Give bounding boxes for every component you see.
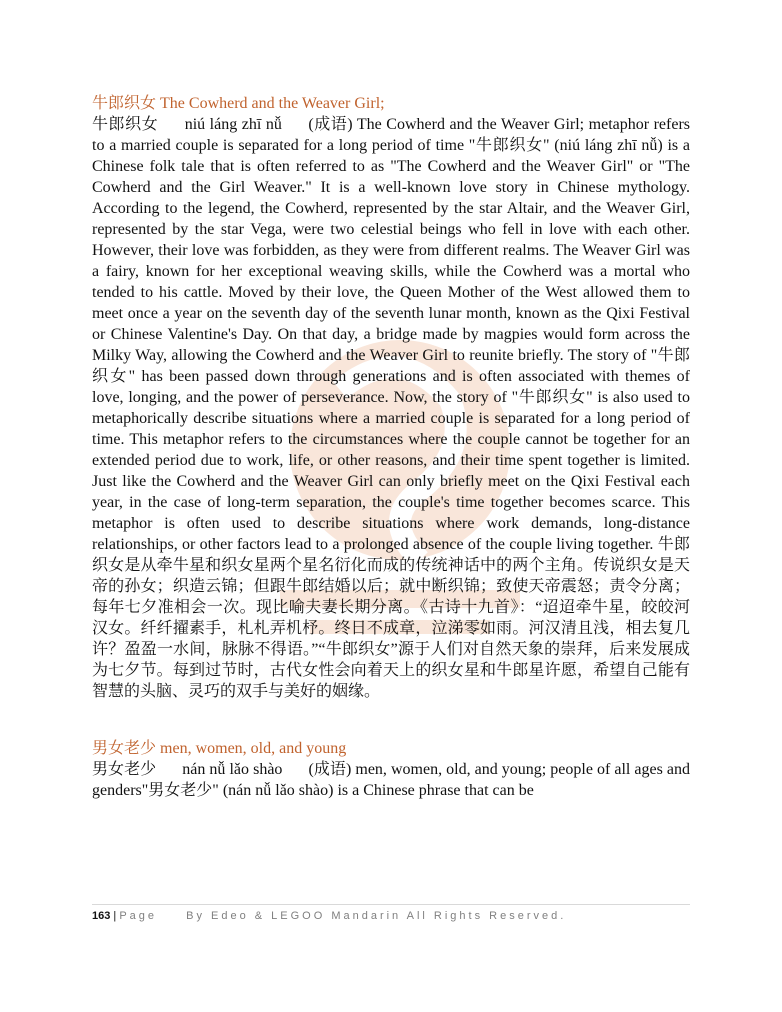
entry-pinyin: nán nǚ lǎo shào	[182, 761, 283, 778]
entry-heading-cn: 牛郎织女	[92, 95, 157, 112]
entry-pinyin: niú láng zhī nǚ	[184, 116, 282, 133]
entry-niulang-zhinu	[92, 93, 690, 702]
entry-body	[92, 114, 690, 702]
entry-text: The Cowherd and the Weaver Girl; metaphor refers to a married couple is separated for a long period of time "牛郎织女" (niú láng zhī nǚ) is a Chinese folk tale that is often referred to as "The Cowherd and the Weaver Girl" or "The Cowherd and the Girl Weaver." It is a well-known love story in Chinese mythology. According to the legend, the Cowherd, represented by the star Altair, and the Weaver Girl, represented by the star Vega, were two celestial beings who fell in love with each other. However, their love was forbidden, as they were from different realms. The Weaver Girl was a fairy, known for her exceptional weaving skills, while the Cowherd was a mortal who tended to his cattle. Moved by their love, the Queen Mother of the West allowed them to meet once a year on the seventh day of the seventh lunar month, known as the Qixi Festival or Chinese Valentine's Day. On that day, a bridge made by magpies would form across the Milky Way, allowing the Cowherd and the Weaver Girl to reunite briefly. The story of "牛郎织女" has been passed down through generations and is often associated with themes of love, longing, and the power of perseverance. Now, the story of "牛郎织女" is also used to metaphorically describe situations where a married couple is separated for a long period of time. This metaphor refers to the circumstances where the couple cannot be together for an extended period due to work, life, or other reasons, and their time spent together is limited. Just like the Cowherd and the Weaver Girl can only briefly meet on the Qixi Festival each year, in the case of long-term separation, the couple's time together becomes scarce. This metaphor is often used to describe situations where work demands, long-distance relationships, or other factors lead to a prolonged absence of the couple living together. 牛郎织女是从牵牛星和织女星两个星名衍化而成的传统神话中的两个主角。传说织女是天帝的孙女；织造云锦；但跟牛郎结婚以后；就中断织锦；致使天帝震怒；责令分离；每年七夕准相会一次。现比喻夫妻长期分离。《古诗十九首》：“迢迢牵牛星，皎皎河汉女。纤纤擢素手，札札弄机杼。终日不成章，泣涕零如雨。河汉清且浅，相去复几许？盈盈一水间，脉脉不得语。”“牛郎织女”源于人们对自然天象的崇拜，后来发展成为七夕节。每到过节时，古代女性会向着天上的织女星和牛郎星许愿，希望自己能有智慧的头脑、灵巧的双手与美好的姻缘。	[92, 116, 691, 700]
copyright-notice: By Edeo & LEGOO Mandarin All Rights Reserved.	[186, 910, 567, 922]
entry-tag: (成语)	[308, 116, 353, 133]
entry-heading	[92, 738, 690, 759]
entry-term-cn: 牛郎织女	[92, 116, 159, 133]
page-label: Page	[119, 910, 158, 922]
page-content	[92, 93, 690, 801]
page-footer	[92, 904, 690, 922]
entry-body	[92, 759, 690, 801]
entry-nannu-laoshao	[92, 738, 690, 801]
entry-heading	[92, 93, 690, 114]
entry-heading-en: The Cowherd and the Weaver Girl;	[160, 95, 385, 112]
entry-heading-cn: 男女老少	[92, 740, 157, 757]
entry-heading-en: men, women, old, and young	[160, 740, 347, 757]
entry-term-cn: 男女老少	[92, 761, 157, 778]
page-number: 163	[92, 910, 111, 922]
footer-separator: |	[113, 910, 117, 922]
entry-text: men, women, old, and young; people of all ages and genders"男女老少" (nán nǚ lǎo shào) is a Chinese phrase that can be	[92, 761, 691, 799]
entry-tag: (成语)	[308, 761, 352, 778]
